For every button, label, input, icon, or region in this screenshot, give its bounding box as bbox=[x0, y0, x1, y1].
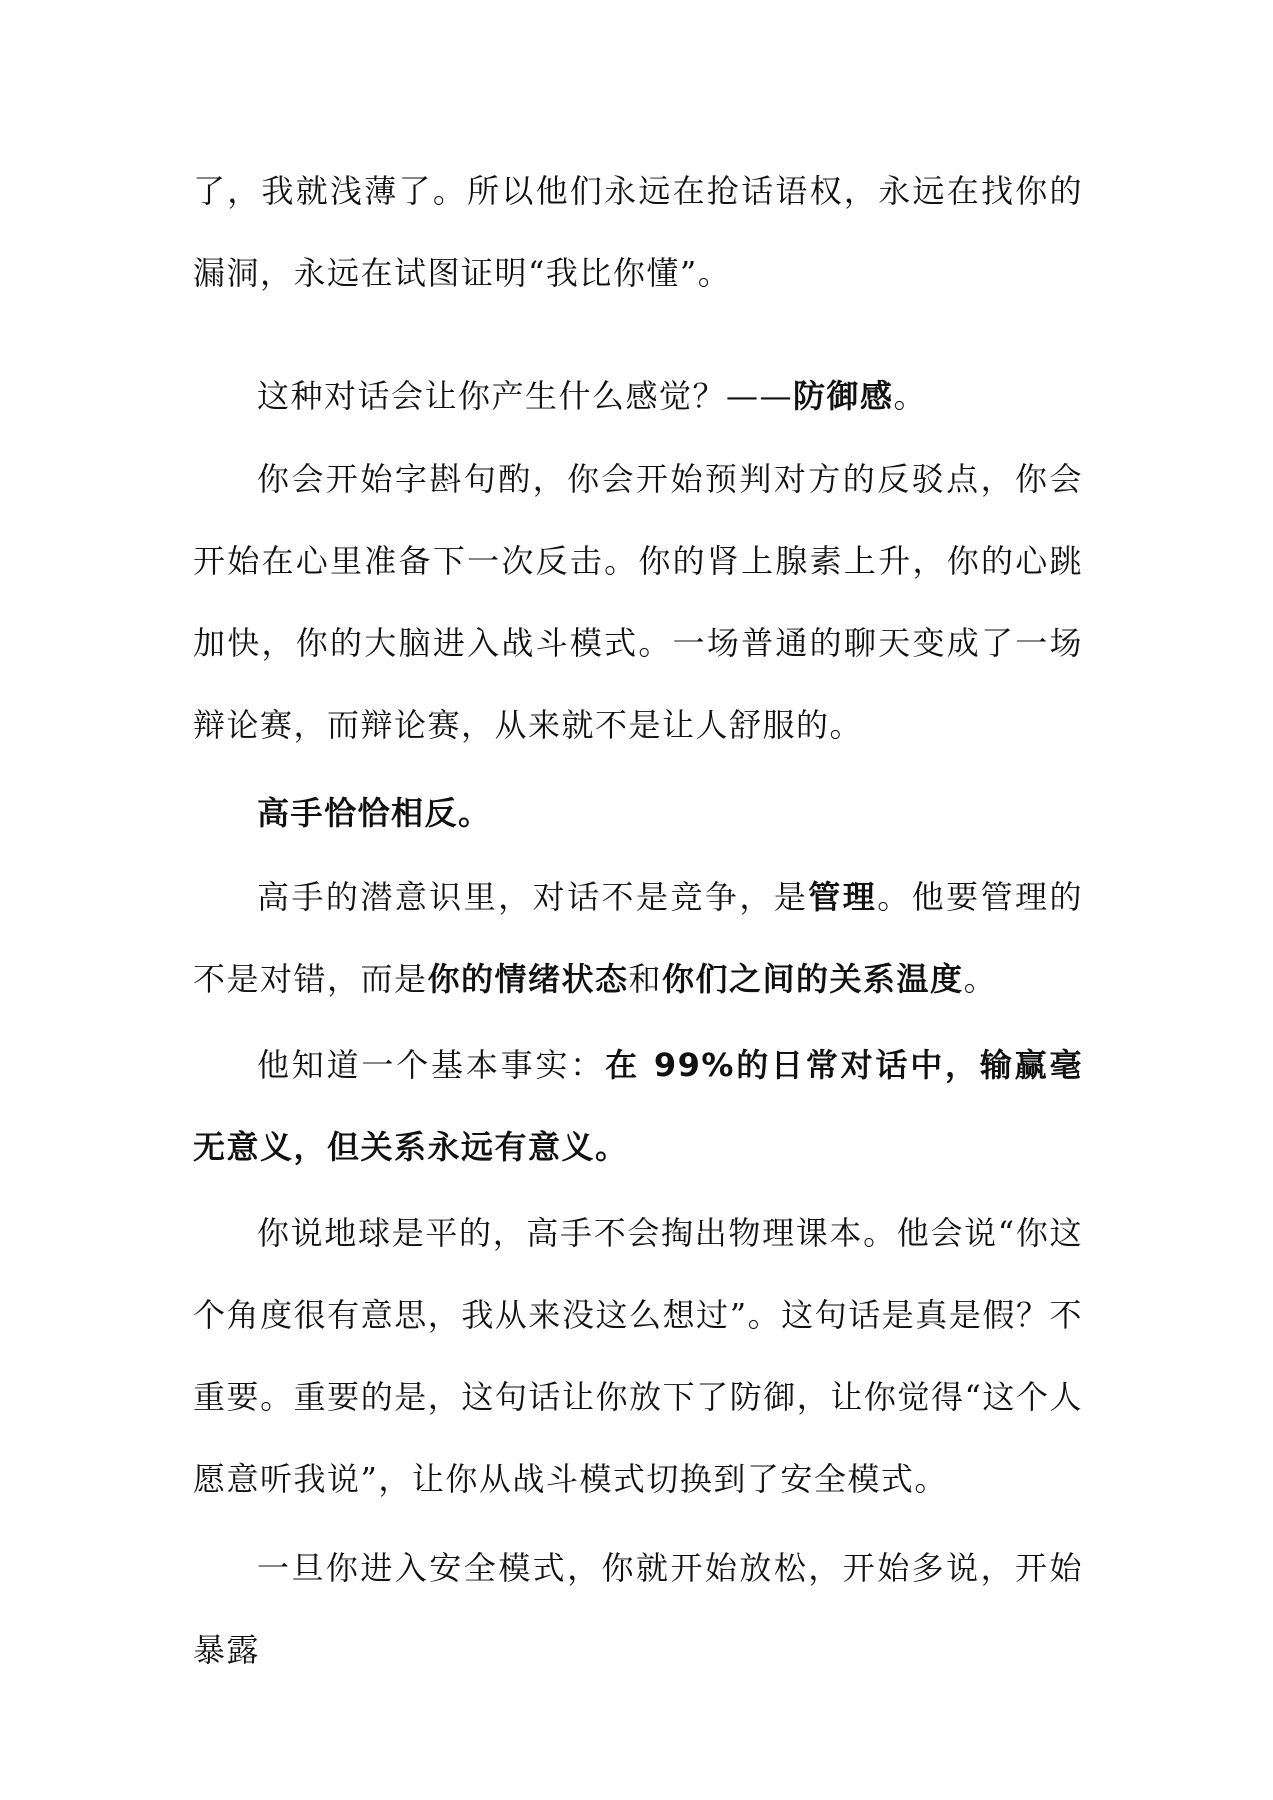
paragraph-8 bbox=[193, 1527, 1083, 1691]
paragraph-3 bbox=[193, 438, 1083, 766]
text-segment: 。 bbox=[963, 960, 998, 998]
text-segment: 。 bbox=[893, 377, 928, 415]
bold-text-segment: 管理 bbox=[808, 878, 878, 916]
bold-text-segment: 防御感 bbox=[793, 377, 894, 415]
text-segment: 他知道一个基本事实： bbox=[257, 1046, 606, 1084]
text-segment: 你会开始字斟句酌，你会开始预判对方的反驳点，你会开始在心里准备下一次反击。你的肾上腺素上升，你的心跳加快，你的大脑进入战斗模式。一场普通的聊天变成了一场辩论赛，而辩论赛，从来就不是让人舒服的。 bbox=[193, 460, 1083, 744]
bold-text-segment: 你的情绪状态 bbox=[427, 960, 629, 998]
text-segment: 了，我就浅薄了。所以他们永远在抢话语权，永远在找你的漏洞，永远在试图证明“我比你懂”。 bbox=[193, 172, 1083, 292]
text-segment: 这种对话会让你产生什么感觉？—— bbox=[257, 377, 794, 415]
bold-text-segment: 在 99%的日常对话中，输赢毫无意义，但关系永远有意义。 bbox=[193, 1046, 1083, 1166]
paragraph-2 bbox=[193, 355, 1083, 437]
paragraph-4 bbox=[193, 772, 1083, 854]
text-segment: 你说地球是平的，高手不会掏出物理课本。他会说“你这个角度很有意思，我从来没这么想过”。这句话是真是假？不重要。重要的是，这句话让你放下了防御，让你觉得“这个人愿意听我说”，让你从战斗模式切换到了安全模式。 bbox=[193, 1214, 1083, 1498]
bold-text-segment: 高手恰恰相反。 bbox=[257, 794, 492, 832]
text-segment: 和 bbox=[628, 960, 663, 998]
paragraph-6 bbox=[193, 1024, 1083, 1188]
text-segment: 高手的潜意识里，对话不是竞争，是 bbox=[257, 878, 809, 916]
bold-text-segment: 你们之间的关系温度 bbox=[662, 960, 964, 998]
paragraph-7 bbox=[193, 1192, 1083, 1520]
text-segment: 一旦你进入安全模式，你就开始放松，开始多说，开始暴露 bbox=[193, 1549, 1083, 1669]
paragraph-5 bbox=[193, 856, 1083, 1020]
paragraph-1 bbox=[193, 150, 1083, 314]
text-segment: 。他要管理的不是对错，而是 bbox=[193, 878, 1083, 998]
